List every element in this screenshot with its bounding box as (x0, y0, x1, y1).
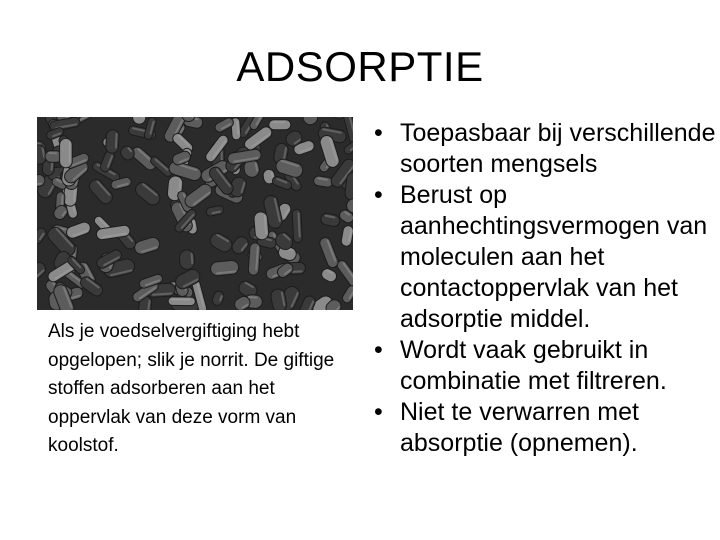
bullet-text: Toepasbaar bij verschillende soorten mengsels (400, 119, 716, 178)
bullet-marker: • (374, 119, 383, 147)
bullet-item (372, 180, 717, 335)
bullet-list (372, 118, 717, 459)
bullet-item (372, 335, 717, 397)
charcoal-pellets-image (37, 117, 353, 310)
bullet-item (372, 397, 717, 459)
bullet-marker: • (374, 181, 383, 209)
bullet-text: Berust op aanhechtingsvermogen van moleculen aan het contactoppervlak van het adsorptie middel. (400, 181, 708, 333)
charcoal-photo (37, 117, 353, 310)
bullet-marker: • (374, 398, 383, 426)
bullet-marker: • (374, 336, 383, 364)
photo-caption: Als je voedselvergiftiging hebt opgelopen; slik je norrit. De giftige stoffen adsorberen aan het oppervlak van deze vorm van koolstof. (48, 321, 335, 456)
bullet-item (372, 118, 717, 180)
slide-title: ADSORPTIE (236, 43, 484, 90)
bullet-text: Wordt vaak gebruikt in combinatie met filtreren. (400, 336, 667, 395)
bullet-text: Niet te verwarren met absorptie (opnemen). (400, 398, 639, 457)
